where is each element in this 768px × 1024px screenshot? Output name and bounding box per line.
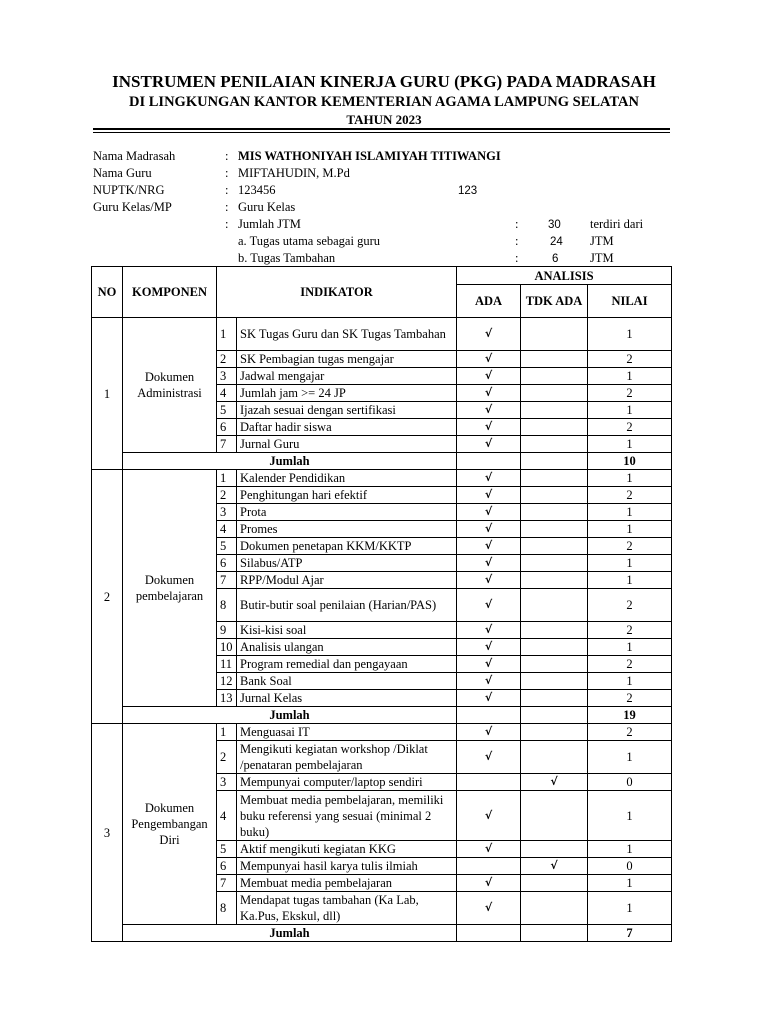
check-mark-icon: √ <box>550 775 558 788</box>
sum-total: 10 <box>588 453 672 470</box>
check-mark-icon: √ <box>484 386 493 399</box>
indicator-number: 8 <box>217 589 237 622</box>
indicator-number: 4 <box>217 521 237 538</box>
tdk-ada-cell <box>521 724 588 741</box>
indicator-text: RPP/Modul Ajar <box>237 572 457 589</box>
tdk-ada-cell <box>521 892 588 925</box>
table-row <box>92 724 672 741</box>
indicator-number: 5 <box>217 538 237 555</box>
guru-value: MIFTAHUDIN, M.Pd <box>238 166 350 180</box>
jtm-value: 30 <box>548 219 561 231</box>
tdk-ada-cell <box>521 470 588 487</box>
madrasah-value: MIS WATHONIYAH ISLAMIYAH TITIWANGI <box>238 149 501 163</box>
separator: : <box>225 200 229 214</box>
group-number: 2 <box>92 470 123 724</box>
ada-cell <box>457 656 521 673</box>
ada-cell <box>457 504 521 521</box>
check-mark-icon: √ <box>484 573 493 586</box>
indicator-text: Kalender Pendidikan <box>237 470 457 487</box>
indicator-number: 6 <box>217 555 237 572</box>
nilai-cell: 1 <box>588 521 672 538</box>
document-title: INSTRUMEN PENILAIAN KINERJA GURU (PKG) PADA MADRASAH <box>112 72 656 91</box>
tdk-ada-cell <box>521 402 588 419</box>
nilai-cell: 2 <box>588 622 672 639</box>
tdk-ada-cell <box>521 690 588 707</box>
indicator-number: 13 <box>217 690 237 707</box>
sum-ada-cell <box>457 453 521 470</box>
sum-total: 19 <box>588 707 672 724</box>
indicator-text: SK Tugas Guru dan SK Tugas Tambahan <box>237 318 457 351</box>
indicator-number: 8 <box>217 892 237 925</box>
indicator-number: 3 <box>217 774 237 791</box>
ada-cell <box>457 589 521 622</box>
indicator-number: 6 <box>217 858 237 875</box>
check-mark-icon: √ <box>484 640 493 653</box>
jtm-label: Jumlah JTM <box>238 217 301 231</box>
header-analisis: ANALISIS <box>457 267 672 285</box>
header-tdk-ada: TDK ADA <box>521 285 588 318</box>
separator: : <box>225 149 229 163</box>
ada-cell <box>457 639 521 656</box>
ada-cell <box>457 555 521 572</box>
jtm-note: terdiri dari <box>590 217 644 231</box>
check-mark-icon: √ <box>484 842 493 855</box>
table-body <box>92 318 672 942</box>
nilai-cell: 2 <box>588 385 672 402</box>
indicator-text: Silabus/ATP <box>237 555 457 572</box>
indicator-text: Daftar hadir siswa <box>237 419 457 436</box>
ada-cell <box>457 690 521 707</box>
indicator-text: Menguasai IT <box>237 724 457 741</box>
tdk-ada-cell <box>521 419 588 436</box>
sum-tdk-ada-cell <box>521 453 588 470</box>
indicator-text: Mempunyai hasil karya tulis ilmiah <box>237 858 457 875</box>
nilai-cell: 1 <box>588 402 672 419</box>
nilai-cell: 2 <box>588 487 672 504</box>
header-ada: ADA <box>457 285 521 318</box>
sum-label: Jumlah <box>123 707 457 724</box>
ada-cell <box>457 724 521 741</box>
check-mark-icon: √ <box>484 725 493 738</box>
nilai-cell: 1 <box>588 639 672 656</box>
nilai-cell: 2 <box>588 419 672 436</box>
sum-row <box>92 925 672 942</box>
tdk-ada-cell <box>521 504 588 521</box>
indicator-number: 9 <box>217 622 237 639</box>
separator: : <box>225 166 229 180</box>
indicator-text: Jumlah jam >= 24 JP <box>237 385 457 402</box>
indicator-text: Membuat media pembelajaran <box>237 875 457 892</box>
tugas-tambahan-label: b. Tugas Tambahan <box>238 251 336 265</box>
indicator-text: Membuat media pembelajaran, memiliki buku referensi yang sesuai (minimal 2 buku) <box>237 791 457 841</box>
indicator-number: 4 <box>217 385 237 402</box>
tdk-ada-cell <box>521 673 588 690</box>
check-mark-icon: √ <box>484 522 493 535</box>
indicator-number: 3 <box>217 368 237 385</box>
ada-cell <box>457 875 521 892</box>
check-mark-icon: √ <box>484 876 493 889</box>
indicator-text: Program remedial dan pengayaan <box>237 656 457 673</box>
check-mark-icon: √ <box>550 859 558 872</box>
check-mark-icon: √ <box>484 808 493 822</box>
sum-row <box>92 707 672 724</box>
tdk-ada-cell <box>521 589 588 622</box>
indicator-number: 10 <box>217 639 237 656</box>
nilai-cell: 2 <box>588 589 672 622</box>
indicator-number: 7 <box>217 436 237 453</box>
header-komponen: KOMPONEN <box>123 267 217 318</box>
indicator-text: Bank Soal <box>237 673 457 690</box>
sum-row <box>92 453 672 470</box>
indicator-text: Dokumen penetapan KKM/KKTP <box>237 538 457 555</box>
header-no: NO <box>92 267 123 318</box>
indicator-text: Jurnal Guru <box>237 436 457 453</box>
tdk-ada-cell <box>521 639 588 656</box>
indicator-text: SK Pembagian tugas mengajar <box>237 351 457 368</box>
document-year: TAHUN 2023 <box>346 112 422 127</box>
indicator-text: Mempunyai computer/laptop sendiri <box>237 774 457 791</box>
check-mark-icon: √ <box>484 674 493 687</box>
indicator-number: 6 <box>217 419 237 436</box>
nilai-cell: 1 <box>588 673 672 690</box>
tugas-utama-unit: JTM <box>590 234 614 248</box>
kelas-value: Guru Kelas <box>238 200 296 214</box>
check-mark-icon: √ <box>484 369 493 382</box>
check-mark-icon: √ <box>484 623 493 636</box>
ada-cell <box>457 673 521 690</box>
separator: : <box>515 251 519 265</box>
check-mark-icon: √ <box>484 598 493 611</box>
ada-cell <box>457 572 521 589</box>
check-mark-icon: √ <box>484 901 493 914</box>
indicator-text: Mengikuti kegiatan workshop /Diklat /penataran pembelajaran <box>237 741 457 774</box>
indicator-text: Analisis ulangan <box>237 639 457 656</box>
ada-cell <box>457 791 521 841</box>
tdk-ada-cell <box>521 436 588 453</box>
check-mark-icon: √ <box>484 505 493 518</box>
indicator-number: 11 <box>217 656 237 673</box>
nilai-cell: 1 <box>588 318 672 351</box>
nilai-cell: 1 <box>588 892 672 925</box>
nilai-cell: 0 <box>588 858 672 875</box>
indicator-number: 3 <box>217 504 237 521</box>
indicator-text: Butir-butir soal penilaian (Harian/PAS) <box>237 589 457 622</box>
separator: : <box>515 234 519 248</box>
indicator-text: Jadwal mengajar <box>237 368 457 385</box>
check-mark-icon: √ <box>484 327 493 340</box>
ada-cell <box>457 402 521 419</box>
indicator-text: Kisi-kisi soal <box>237 622 457 639</box>
indicator-number: 1 <box>217 470 237 487</box>
tdk-ada-cell <box>521 572 588 589</box>
indicator-number: 12 <box>217 673 237 690</box>
check-mark-icon: √ <box>484 352 493 365</box>
check-mark-icon: √ <box>484 556 493 569</box>
group-number: 3 <box>92 724 123 942</box>
tdk-ada-cell <box>521 656 588 673</box>
document-subtitle: DI LINGKUNGAN KANTOR KEMENTERIAN AGAMA LAMPUNG SELATAN <box>129 94 639 110</box>
ada-cell <box>457 892 521 925</box>
kelas-label: Guru Kelas/MP <box>93 200 172 214</box>
nilai-cell: 1 <box>588 572 672 589</box>
tdk-ada-cell <box>521 791 588 841</box>
ada-cell <box>457 419 521 436</box>
indicator-number: 1 <box>217 724 237 741</box>
tugas-utama-label: a. Tugas utama sebagai guru <box>238 234 380 248</box>
nilai-cell: 2 <box>588 724 672 741</box>
nilai-cell: 1 <box>588 741 672 774</box>
indicator-text: Ijazah sesuai dengan sertifikasi <box>237 402 457 419</box>
ada-cell <box>457 487 521 504</box>
ada-cell <box>457 774 521 791</box>
indicator-number: 5 <box>217 841 237 858</box>
indicator-text: Jurnal Kelas <box>237 690 457 707</box>
assessment-table <box>91 266 672 942</box>
check-mark-icon: √ <box>484 691 493 704</box>
nilai-cell: 2 <box>588 351 672 368</box>
ada-cell <box>457 538 521 555</box>
check-mark-icon: √ <box>484 488 493 501</box>
table-row <box>92 470 672 487</box>
header-indikator: INDIKATOR <box>217 267 457 318</box>
nilai-cell: 2 <box>588 656 672 673</box>
check-mark-icon: √ <box>484 750 493 763</box>
ada-cell <box>457 351 521 368</box>
tdk-ada-cell <box>521 741 588 774</box>
sum-tdk-ada-cell <box>521 707 588 724</box>
table-row <box>92 318 672 351</box>
tdk-ada-cell <box>521 538 588 555</box>
sum-ada-cell <box>457 707 521 724</box>
sum-ada-cell <box>457 925 521 942</box>
tdk-ada-cell <box>521 841 588 858</box>
indicator-number: 1 <box>217 318 237 351</box>
tugas-tambahan-value: 6 <box>552 253 559 265</box>
nuptk-label: NUPTK/NRG <box>93 183 165 197</box>
ada-cell <box>457 368 521 385</box>
ada-cell <box>457 622 521 639</box>
nilai-cell: 0 <box>588 774 672 791</box>
tdk-ada-cell <box>521 351 588 368</box>
ada-cell <box>457 318 521 351</box>
nilai-cell: 2 <box>588 538 672 555</box>
tdk-ada-cell <box>521 774 588 791</box>
indicator-number: 5 <box>217 402 237 419</box>
header-rule-thin <box>93 132 670 133</box>
indicator-text: Aktif mengikuti kegiatan KKG <box>237 841 457 858</box>
tdk-ada-cell <box>521 487 588 504</box>
indicator-number: 2 <box>217 741 237 774</box>
nilai-cell: 1 <box>588 555 672 572</box>
nilai-cell: 1 <box>588 875 672 892</box>
nilai-cell: 1 <box>588 368 672 385</box>
separator: : <box>225 217 229 231</box>
ada-cell <box>457 385 521 402</box>
nilai-cell: 1 <box>588 504 672 521</box>
ada-cell <box>457 436 521 453</box>
tdk-ada-cell <box>521 368 588 385</box>
check-mark-icon: √ <box>484 471 493 484</box>
check-mark-icon: √ <box>484 420 493 433</box>
nilai-cell: 1 <box>588 841 672 858</box>
sum-label: Jumlah <box>123 453 457 470</box>
tdk-ada-cell <box>521 622 588 639</box>
check-mark-icon: √ <box>484 539 493 552</box>
ada-cell <box>457 858 521 875</box>
ada-cell <box>457 470 521 487</box>
sum-tdk-ada-cell <box>521 925 588 942</box>
indicator-text: Penghitungan hari efektif <box>237 487 457 504</box>
header-nilai: NILAI <box>588 285 672 318</box>
tugas-utama-value: 24 <box>550 236 563 248</box>
sum-total: 7 <box>588 925 672 942</box>
indicator-number: 2 <box>217 351 237 368</box>
separator: : <box>225 183 229 197</box>
indicator-number: 7 <box>217 875 237 892</box>
nilai-cell: 2 <box>588 690 672 707</box>
group-komponen: Dokumen Administrasi <box>123 318 217 453</box>
header-rule-thick <box>93 128 670 130</box>
indicator-number: 4 <box>217 791 237 841</box>
group-number: 1 <box>92 318 123 470</box>
group-komponen: Dokumen Pengembangan Diri <box>123 724 217 925</box>
check-mark-icon: √ <box>484 437 493 450</box>
indicator-text: Promes <box>237 521 457 538</box>
indicator-number: 7 <box>217 572 237 589</box>
tdk-ada-cell <box>521 555 588 572</box>
nuptk-value: 123456 <box>238 183 276 197</box>
ada-cell <box>457 521 521 538</box>
tdk-ada-cell <box>521 521 588 538</box>
nilai-cell: 1 <box>588 436 672 453</box>
tdk-ada-cell <box>521 318 588 351</box>
indicator-number: 2 <box>217 487 237 504</box>
ada-cell <box>457 841 521 858</box>
madrasah-label: Nama Madrasah <box>93 149 176 163</box>
tdk-ada-cell <box>521 858 588 875</box>
nilai-cell: 1 <box>588 791 672 841</box>
indicator-text: Mendapat tugas tambahan (Ka Lab, Ka.Pus, Ekskul, dll) <box>237 892 457 925</box>
tdk-ada-cell <box>521 385 588 402</box>
tugas-tambahan-unit: JTM <box>590 251 614 265</box>
separator: : <box>515 217 519 231</box>
guru-label: Nama Guru <box>93 166 152 180</box>
sum-label: Jumlah <box>123 925 457 942</box>
nrg-value: 123 <box>458 185 478 197</box>
check-mark-icon: √ <box>484 403 493 416</box>
nilai-cell: 1 <box>588 470 672 487</box>
check-mark-icon: √ <box>484 657 493 670</box>
ada-cell <box>457 741 521 774</box>
tdk-ada-cell <box>521 875 588 892</box>
indicator-text: Prota <box>237 504 457 521</box>
group-komponen: Dokumen pembelajaran <box>123 470 217 707</box>
